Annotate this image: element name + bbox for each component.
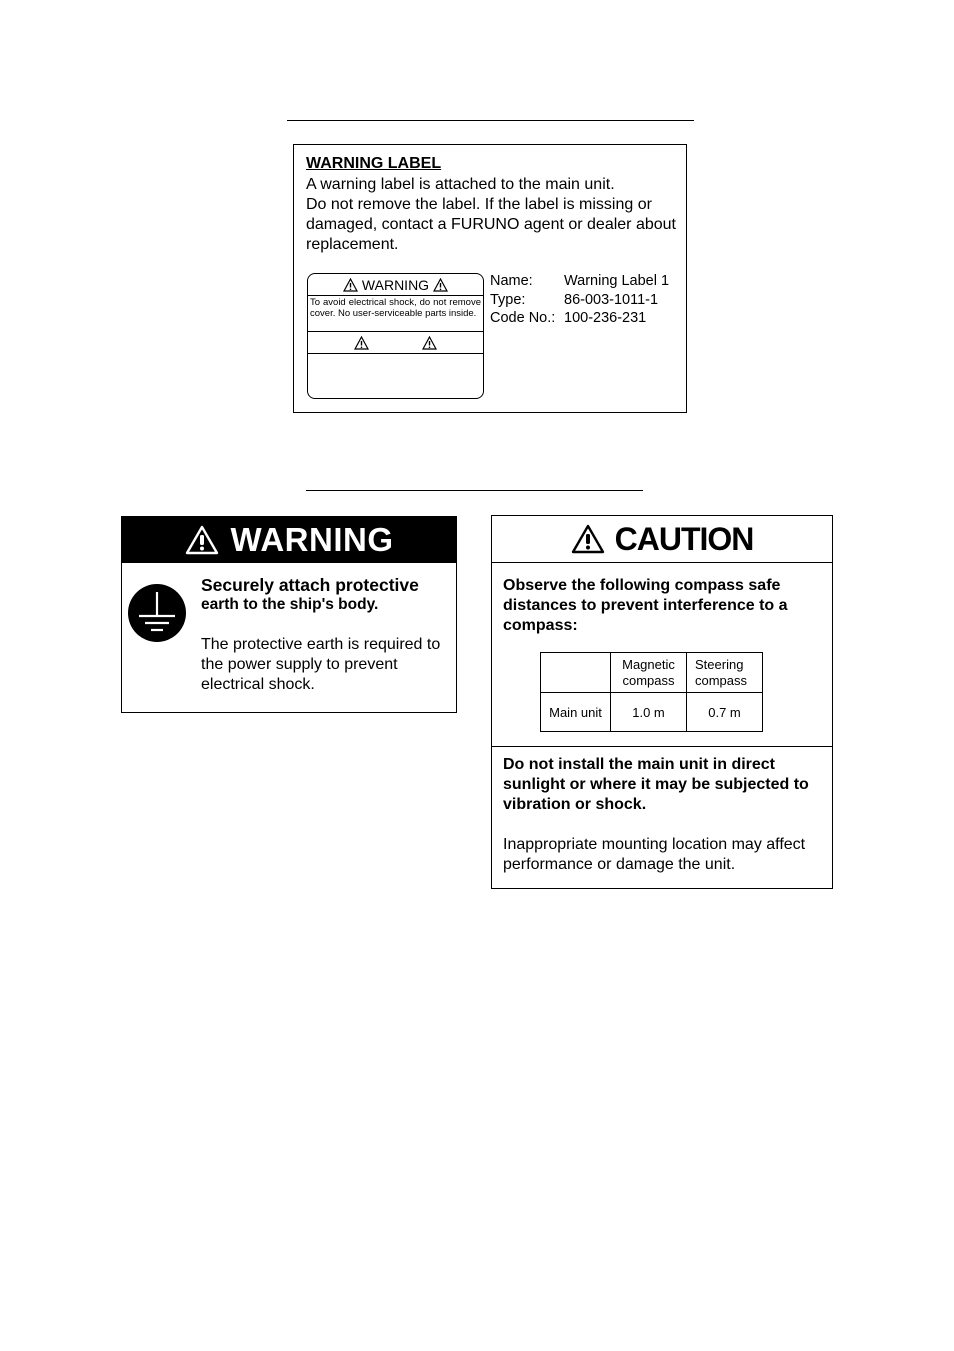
caution-note: Inappropriate mounting location may affect performance or damage the unit. xyxy=(503,836,806,873)
warning-label-title: WARNING LABEL xyxy=(306,155,442,172)
warning-triangle-icon xyxy=(433,278,448,292)
table-header-row xyxy=(541,653,763,693)
warning-label-info-box xyxy=(293,144,687,413)
table-header-cell: Steering compass xyxy=(687,653,763,693)
table-cell: 0.7 m xyxy=(687,693,763,732)
table-cell: Main unit xyxy=(541,693,611,732)
meta-value: Warning Label 1 xyxy=(564,273,670,289)
warning-instruction-line-1: Securely attach protective xyxy=(201,575,419,595)
warning-label-graphic xyxy=(307,273,484,399)
caution-box-header xyxy=(492,516,832,563)
table-header-cell: Magnetic compass xyxy=(611,653,687,693)
caution-divider xyxy=(492,746,832,747)
protective-earth-icon xyxy=(128,584,186,642)
warning-box xyxy=(121,516,457,713)
table-cell: 1.0 m xyxy=(611,693,687,732)
warning-box-title: WARNING xyxy=(230,521,394,558)
warning-triangle-icon xyxy=(422,336,437,350)
meta-row-type xyxy=(490,291,669,310)
top-divider xyxy=(287,120,694,121)
meta-row-code xyxy=(490,309,669,328)
warning-instruction-line-2: earth to the ship's body. xyxy=(201,596,379,613)
warning-label-paragraph-2: Do not remove the label. If the label is missing or damaged, contact a FURUNO agent or dealer about replacement. xyxy=(306,196,676,253)
caution-box-title: CAUTION xyxy=(614,520,754,557)
middle-divider xyxy=(306,490,643,491)
label-graphic-header xyxy=(308,274,483,296)
warning-triangle-icon xyxy=(354,336,369,350)
meta-value: 86-003-1011-1 xyxy=(564,291,659,308)
label-graphic-body: To avoid electrical shock, do not remove cover. No user-serviceable parts inside. xyxy=(308,296,483,332)
warning-box-header xyxy=(122,517,456,563)
meta-key: Type: xyxy=(490,291,526,308)
caution-instruction: Do not install the main unit in direct sunlight or where it may be subjected to vibration or shock. xyxy=(503,756,809,813)
caution-intro: Observe the following compass safe distances to prevent interference to a compass: xyxy=(503,577,788,634)
compass-safe-distance-table xyxy=(540,652,763,732)
warning-box-note: The protective earth is required to the power supply to prevent electrical shock. xyxy=(201,636,441,693)
meta-key: Code No.: xyxy=(490,310,556,326)
caution-box xyxy=(491,515,833,889)
meta-value: 100-236-231 xyxy=(564,310,647,326)
warning-label-metadata xyxy=(490,272,669,328)
label-graphic-icon-row xyxy=(308,332,483,354)
label-graphic-header-text: WARNING xyxy=(361,276,430,293)
warning-label-description xyxy=(306,175,678,255)
warning-triangle-icon xyxy=(343,278,358,292)
warning-box-instruction xyxy=(201,575,451,615)
table-row xyxy=(541,693,763,732)
meta-row-name xyxy=(490,272,669,291)
caution-triangle-icon xyxy=(571,524,605,554)
meta-key: Name: xyxy=(490,273,533,289)
warning-triangle-icon xyxy=(185,525,219,555)
table-header-cell xyxy=(541,653,611,693)
warning-label-paragraph-1: A warning label is attached to the main unit. xyxy=(306,176,615,193)
